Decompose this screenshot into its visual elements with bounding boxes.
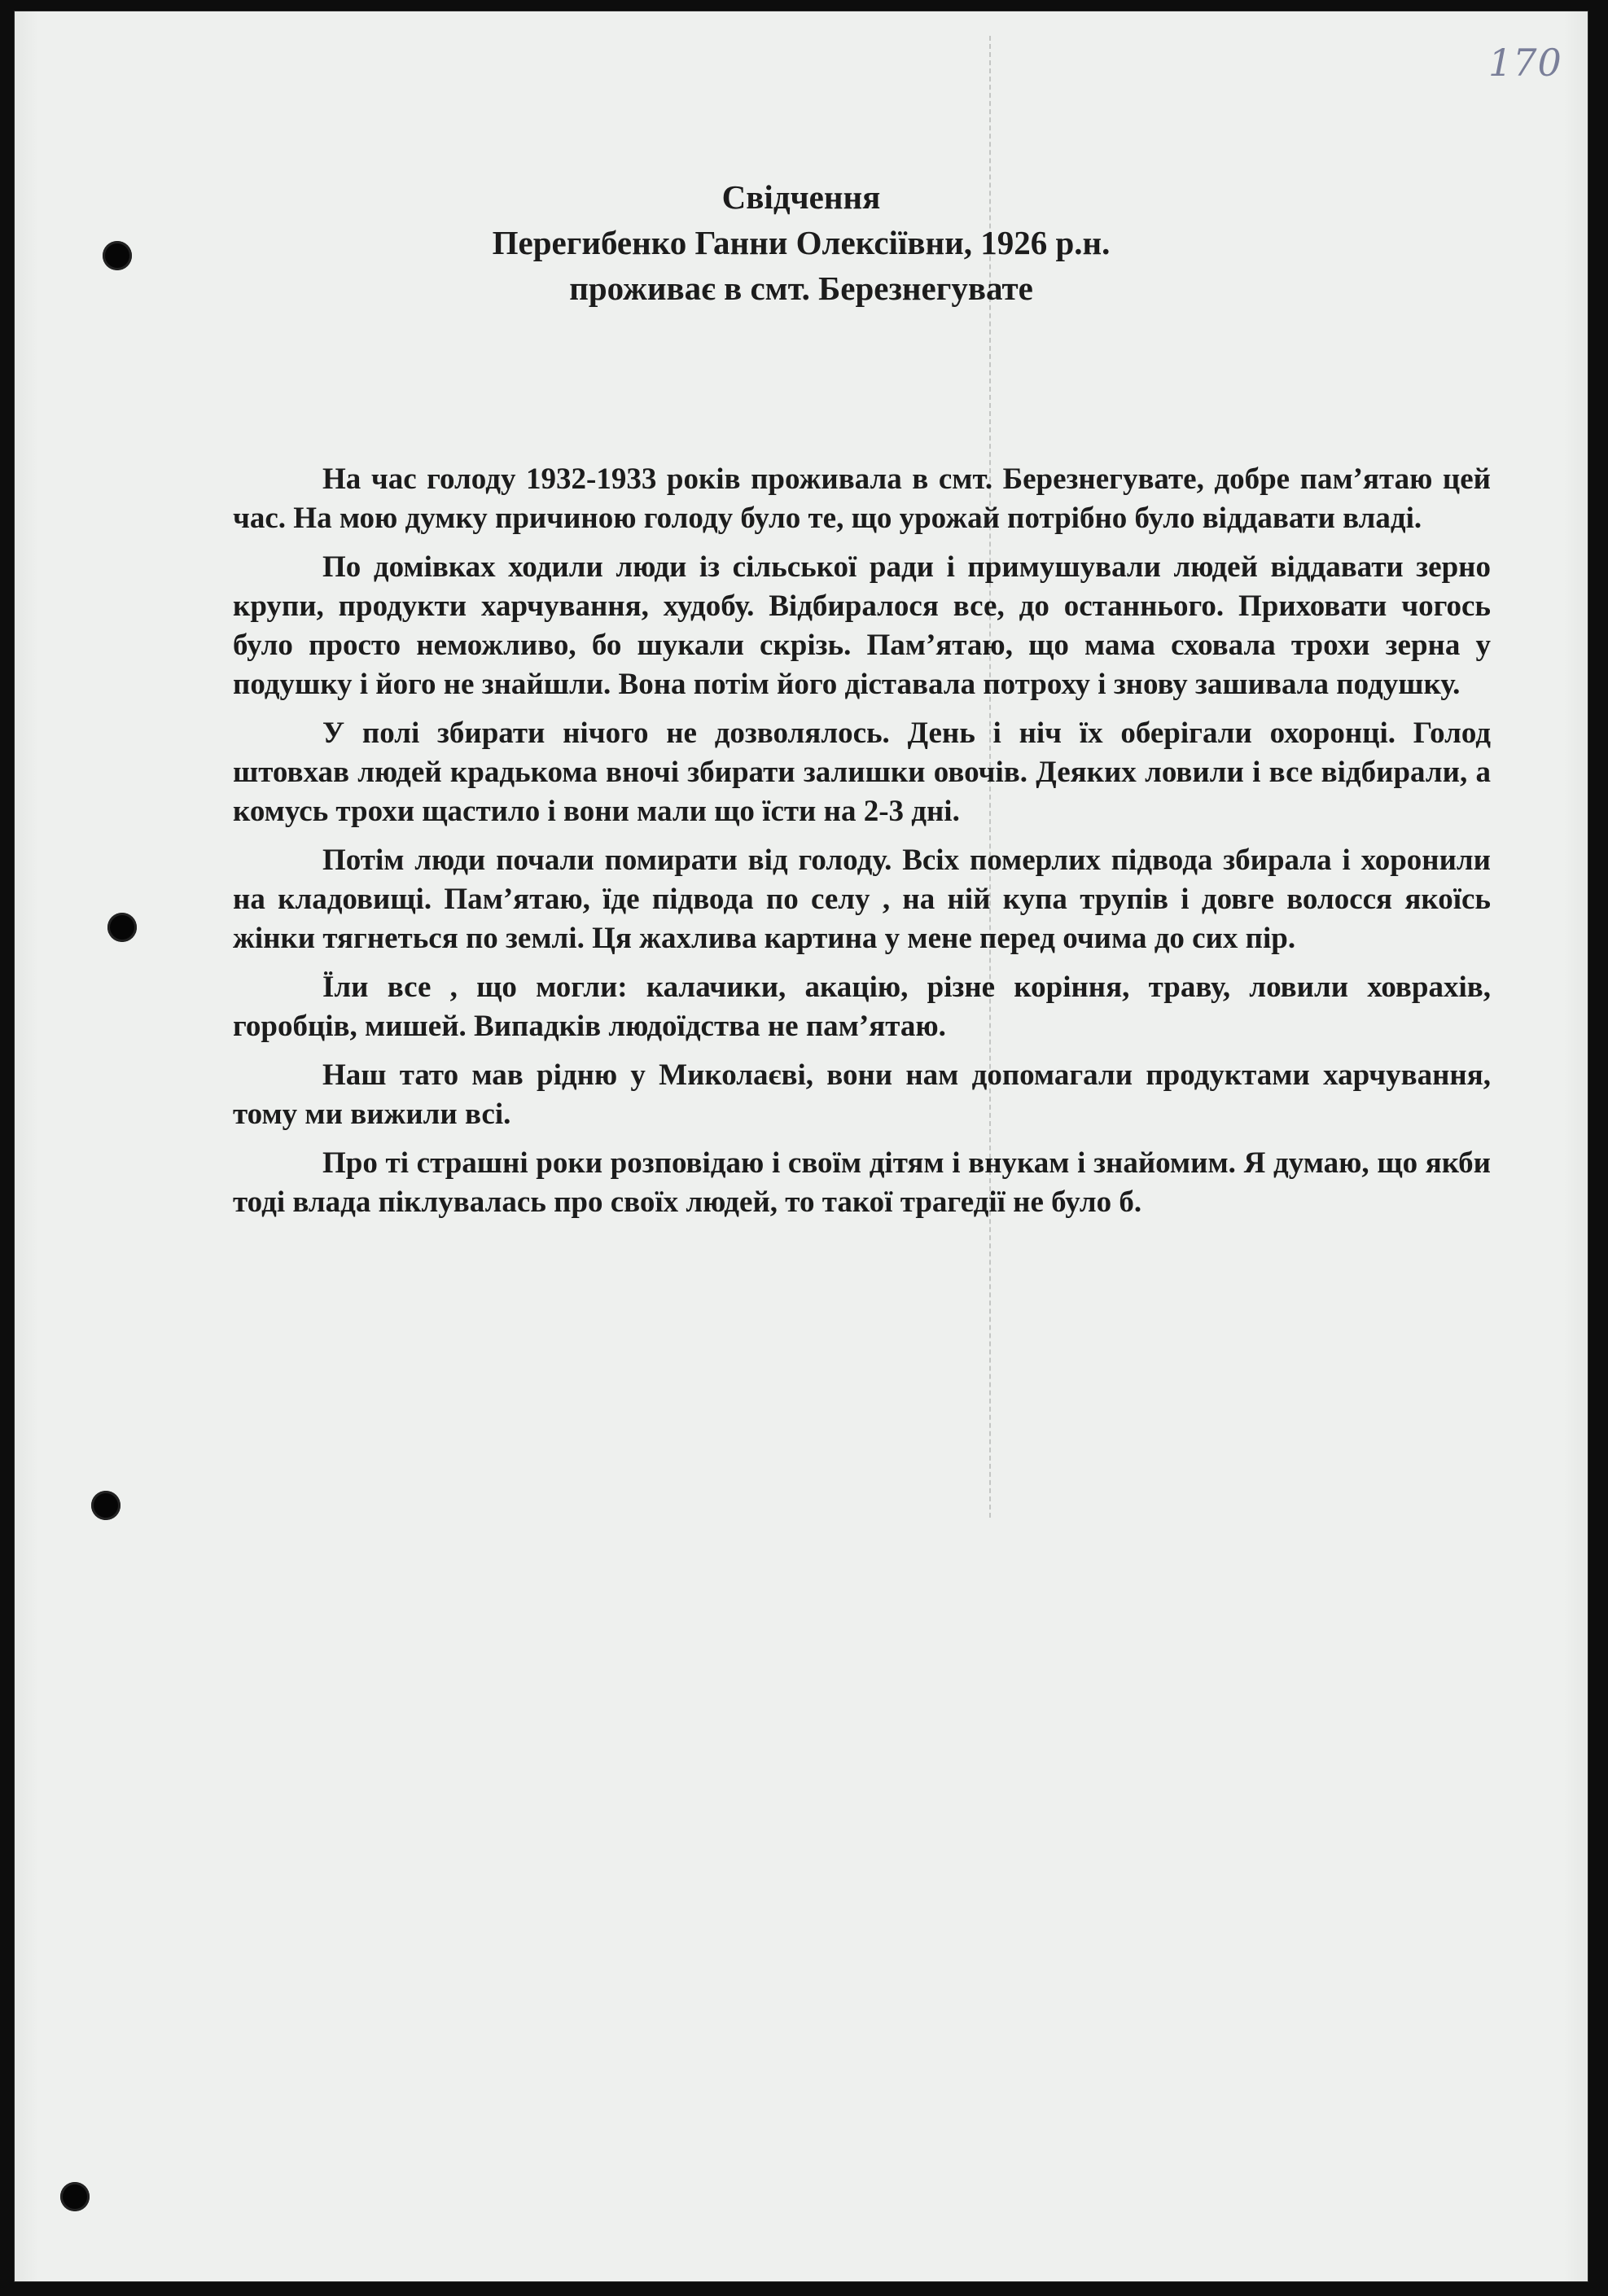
paragraph: Наш тато мав рідню у Миколаєві, вони нам допомагали продуктами харчування, тому ми вижили всі. — [233, 1058, 1491, 1131]
punch-hole — [60, 2182, 90, 2211]
paragraph: Їли все , що могли: калачики, акацію, різне коріння, траву, ловили ховрахів, горобців, мишей. Випадків людоїдства не пам’ятаю. — [233, 971, 1491, 1043]
witness-name: Перегибенко Ганни Олексіївни, 1926 р.н. — [492, 224, 1111, 261]
document-header — [15, 174, 1588, 311]
testimony-body — [233, 460, 1491, 1232]
punch-hole — [107, 913, 137, 942]
paragraph: Про ті страшні роки розповідаю і своїм дітям і внукам і знайомим. Я думаю, що якби тоді влада піклувалась про своїх людей, то такої трагедії не було б. — [233, 1146, 1491, 1219]
witness-residence: проживає в смт. Березнегувате — [569, 269, 1033, 307]
paragraph: У полі збирати нічого не дозволялось. День і ніч їх оберігали охоронці. Голод штовхав людей крадькома вночі збирати залишки овочів. Деяких ловили і все відбирали, а комусь трохи щастило і вони мали що їсти на 2-3 дні. — [233, 716, 1491, 828]
paragraph: Потім люди почали помирати від голоду. Всіх померлих підвода збирала і хоронили на кладовищі. Пам’ятаю, їде підвода по селу , на ній купа трупів і довге волосся якоїсь жінки тягнеться по землі. Ця жахлива картина у мене перед очима до сих пір. — [233, 843, 1491, 955]
punch-hole — [91, 1491, 120, 1520]
document-page — [15, 11, 1588, 2281]
paragraph: На час голоду 1932-1933 років проживала в смт. Березнегувате, добре пам’ятаю цей час. На мою думку причиною голоду було те, що урожай потрібно було віддавати владі. — [233, 462, 1491, 535]
page-number: 170 — [1488, 41, 1562, 85]
document-title: Свідчення — [721, 178, 881, 216]
paragraph: По домівках ходили люди із сільської ради і примушували людей віддавати зерно крупи, продукти харчування, худобу. Відбиралося все, до останнього. Приховати чогось було просто неможливо, бо шукали скрізь. Пам’ятаю, що мама сховала трохи зерна у подушку і його не знайшли. Вона потім його діставала потроху і знову зашивала подушку. — [233, 550, 1491, 701]
